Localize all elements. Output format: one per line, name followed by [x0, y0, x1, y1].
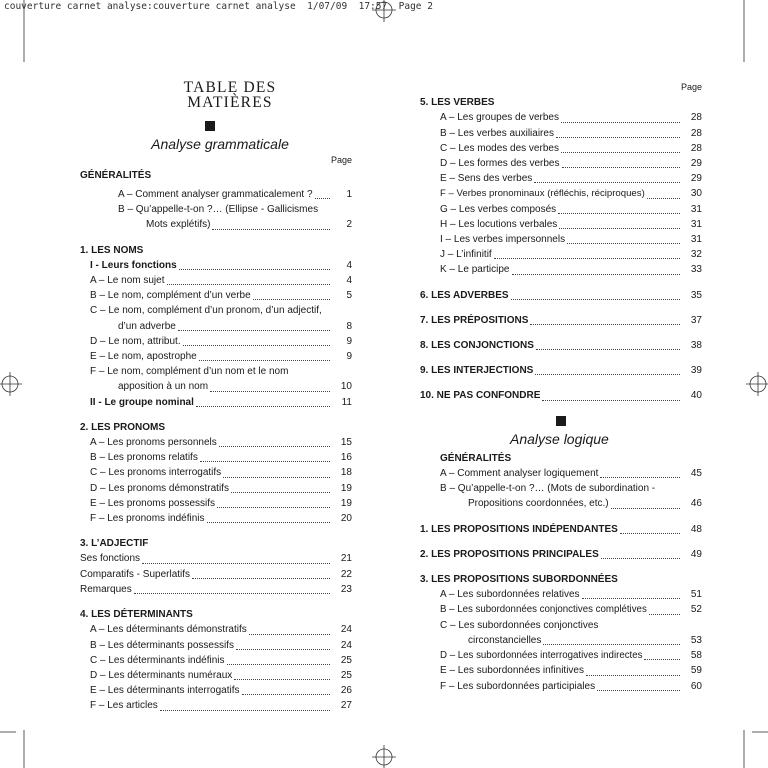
toc-entry: Propositions coordonnées, etc.) 46 — [468, 498, 702, 510]
toc-entry: 8. LES CONJONCTIONS 38 — [420, 340, 702, 352]
toc-entry: D – Le nom, attribut. 9 — [90, 335, 352, 347]
heading-generalites-logique: GÉNÉRALITÉS — [440, 452, 512, 464]
toc-entry: A – Les subordonnées relatives 51 — [440, 589, 702, 601]
toc-entry: F – Les articles 27 — [90, 700, 352, 712]
heading-verbes: 5. LES VERBES — [420, 97, 495, 109]
toc-entry: B – Le nom, complément d’un verbe 5 — [90, 290, 352, 302]
toc-left-column — [80, 80, 352, 714]
toc-entry: B – Les subordonnées conjonctives complétives 52 — [440, 604, 702, 616]
toc-entry: B – Les pronoms relatifs 16 — [90, 452, 352, 464]
toc-entry: E – Les pronoms possessifs 19 — [90, 497, 352, 509]
toc-entry: E – Les déterminants interrogatifs 26 — [90, 685, 352, 697]
print-slug: couverture carnet analyse:couverture carnet analyse 1/07/09 17:57 Page 2 — [4, 1, 433, 12]
toc-entry: E – Sens des verbes 29 — [440, 173, 702, 185]
toc-entry: F – Le nom, complément d’un nom et le nom — [90, 366, 289, 378]
toc-entry: D – Les subordonnées interrogatives indirectes 58 — [440, 650, 702, 662]
heading-generalites: GÉNÉRALITÉS — [80, 169, 152, 181]
toc-entry: A – Les groupes de verbes 28 — [440, 112, 702, 124]
toc-entry: B – Les déterminants possessifs 24 — [90, 639, 352, 651]
toc-entry: apposition à un nom 10 — [118, 381, 352, 393]
toc-entry: 7. LES PRÉPOSITIONS 37 — [420, 314, 702, 326]
toc-entry: E – Le nom, apostrophe 9 — [90, 351, 352, 363]
toc-entry: I - Leurs fonctions 4 — [90, 259, 352, 271]
toc-entry: 9. LES INTERJECTIONS 39 — [420, 365, 702, 377]
toc-entry: A – Comment analyser logiquement 45 — [440, 468, 702, 480]
toc-entry: J – L’infinitif 32 — [440, 249, 702, 261]
toc-entry: Remarques 23 — [80, 583, 352, 595]
toc-entry: I – Les verbes impersonnels 31 — [440, 234, 702, 246]
toc-entry: K – Le participe 33 — [440, 264, 702, 276]
toc-entry: A – Les pronoms personnels 15 — [90, 437, 352, 449]
registration-mark-bottom — [372, 745, 396, 768]
page-column-label: Page — [680, 82, 702, 92]
toc-entry: A – Les déterminants démonstratifs 24 — [90, 624, 352, 636]
page-title: TABLE DES MATIÈRES — [183, 79, 277, 112]
heading-subordonnees: 3. LES PROPOSITIONS SUBORDONNÉES — [420, 574, 618, 586]
toc-entry: C – Le nom, complément d’un pronom, d’un adjectif, — [90, 305, 322, 317]
toc-right-column — [420, 80, 702, 694]
square-bullet-icon — [556, 416, 566, 426]
toc-entry: 6. LES ADVERBES 35 — [420, 289, 702, 301]
heading-noms: 1. LES NOMS — [80, 244, 144, 256]
toc-entry: C – Les pronoms interrogatifs 18 — [90, 467, 352, 479]
toc-entry: C – Les subordonnées conjonctives — [440, 619, 599, 631]
toc-entry: d’un adverbe 8 — [118, 320, 352, 332]
toc-entry: A – Le nom sujet 4 — [90, 275, 352, 287]
page-column-label: Page — [330, 154, 352, 165]
registration-mark-right — [746, 372, 768, 396]
toc-entry: II - Le groupe nominal 11 — [90, 396, 352, 408]
section-title-logique: Analyse logique — [510, 430, 609, 447]
toc-entry: G – Les verbes composés 31 — [440, 203, 702, 215]
toc-entry: B – Qu’appelle-t-on ?… (Mots de subordination - — [440, 483, 656, 495]
toc-entry: Mots explétifs) 2 — [146, 219, 352, 231]
toc-entry: F – Verbes pronominaux (réfléchis, réciproques) 30 — [440, 188, 702, 200]
heading-pronoms: 2. LES PRONOMS — [80, 421, 166, 433]
toc-entry: Comparatifs - Superlatifs 22 — [80, 568, 352, 580]
toc-entry: E – Les subordonnées infinitives 59 — [440, 665, 702, 677]
toc-entry: B – Les verbes auxiliaires 28 — [440, 127, 702, 139]
toc-entry: C – Les déterminants indéfinis 25 — [90, 654, 352, 666]
toc-entry: C – Les modes des verbes 28 — [440, 142, 702, 154]
toc-entry: circonstancielles 53 — [468, 634, 702, 646]
heading-adjectif: 3. L’ADJECTIF — [80, 538, 149, 550]
toc-entry: 2. LES PROPOSITIONS PRINCIPALES 49 — [420, 548, 702, 560]
toc-entry: 1. LES PROPOSITIONS INDÉPENDANTES 48 — [420, 523, 702, 535]
registration-mark-left — [0, 372, 22, 396]
toc-entry: 10. NE PAS CONFONDRE 40 — [420, 390, 702, 402]
toc-entry: B – Qu’appelle-t-on ?… (Ellipse - Gallicismes — [118, 204, 319, 216]
toc-entry: H – Les locutions verbales 31 — [440, 218, 702, 230]
heading-determinants: 4. LES DÉTERMINANTS — [80, 609, 193, 621]
toc-entry: F – Les subordonnées participiales 60 — [440, 680, 702, 692]
toc-entry: A – Comment analyser grammaticalement ? 1 — [118, 189, 352, 201]
square-bullet-icon — [205, 121, 215, 131]
toc-entry: D – Les formes des verbes 29 — [440, 158, 702, 170]
toc-entry: D – Les pronoms démonstratifs 19 — [90, 482, 352, 494]
toc-entry: F – Les pronoms indéfinis 20 — [90, 513, 352, 525]
toc-entry: Ses fonctions 21 — [80, 553, 352, 565]
toc-entry: D – Les déterminants numéraux 25 — [90, 669, 352, 681]
section-title-grammaticale: Analyse grammaticale — [151, 136, 289, 153]
